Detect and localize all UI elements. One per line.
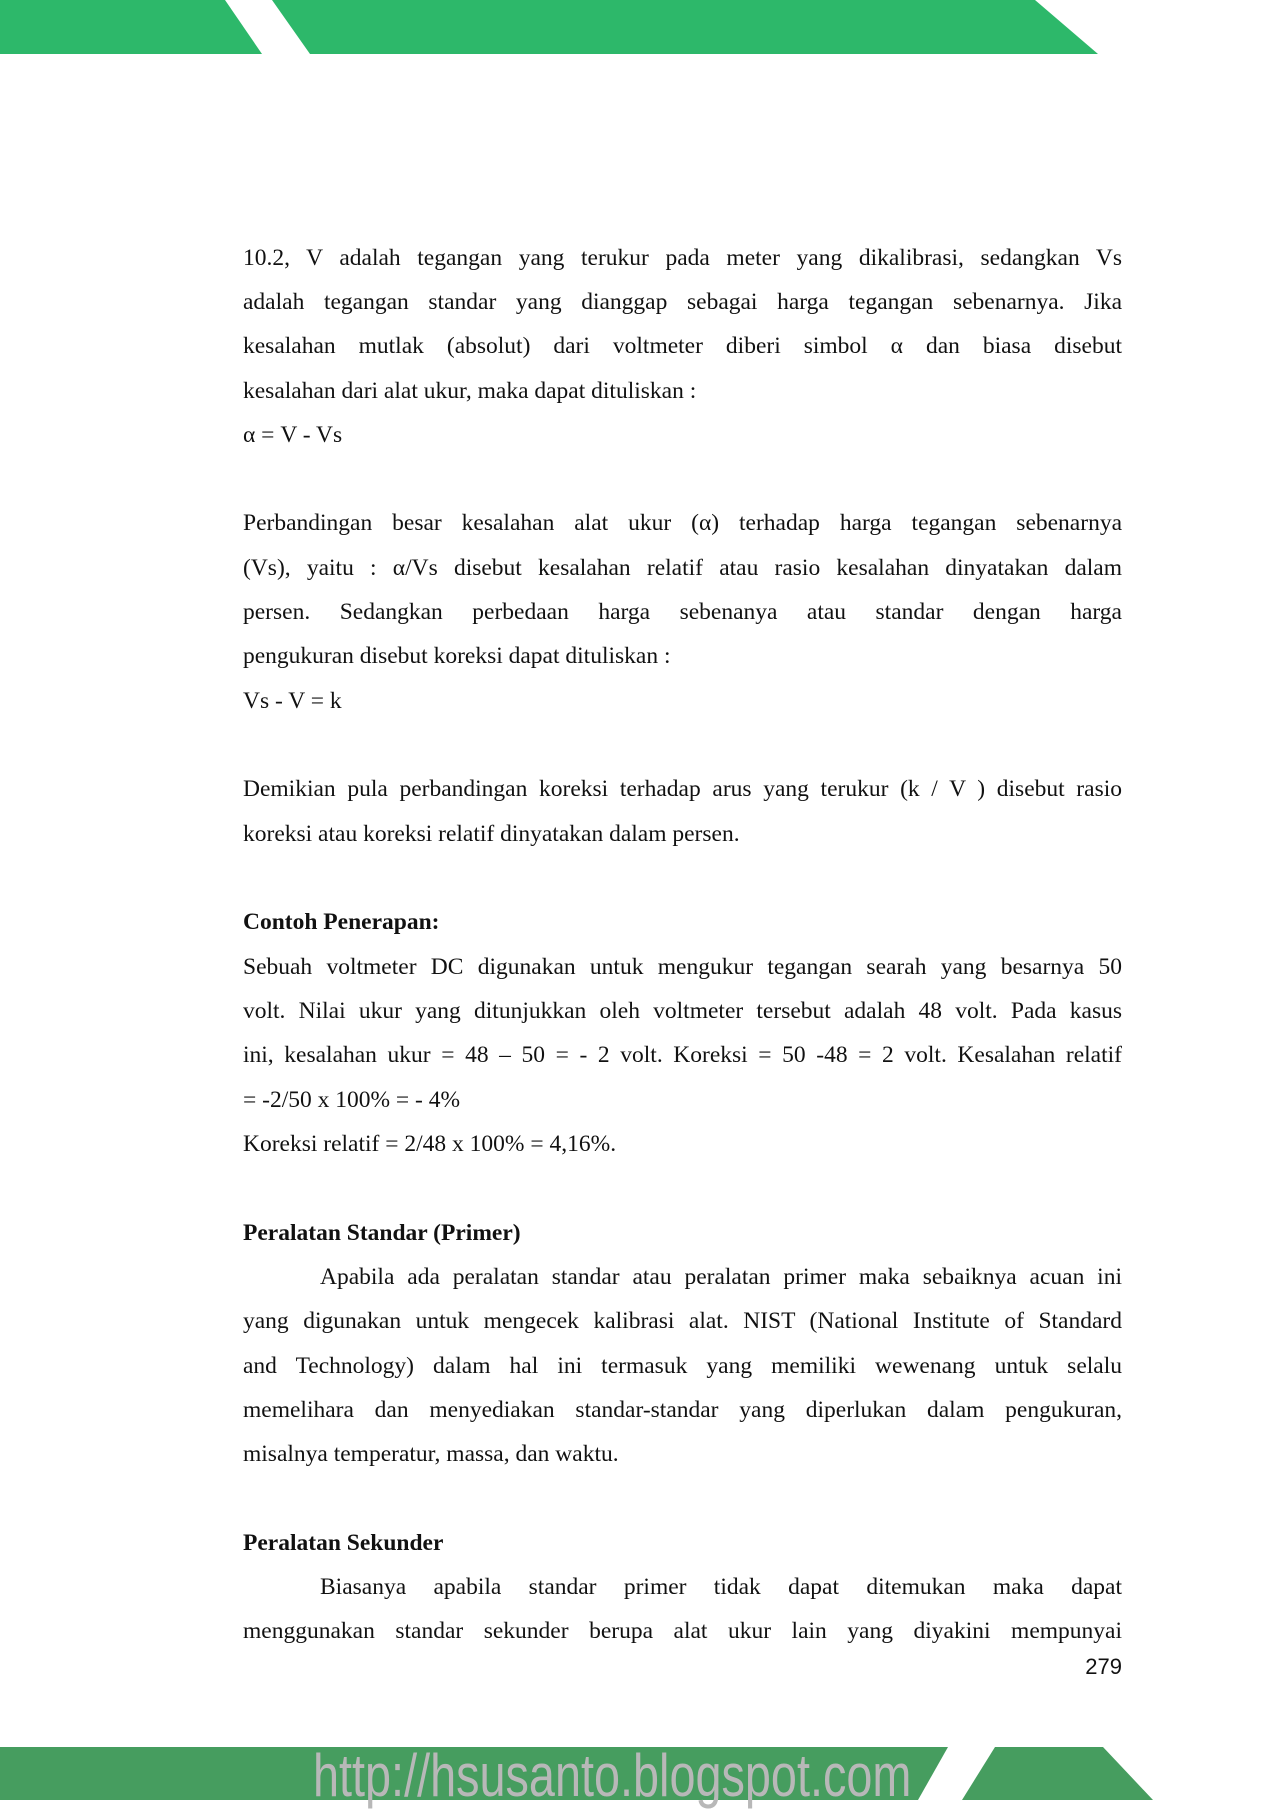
- formula-correction: Vs - V = k: [243, 688, 342, 714]
- paragraph-line: (Vs), yaitu : α/Vs disebut kesalahan relatif atau rasio kesalahan dinyatakan dalam: [243, 555, 1122, 581]
- section-heading-example: Contoh Penerapan:: [243, 909, 440, 935]
- paragraph-line: Sebuah voltmeter DC digunakan untuk mengukur tegangan searah yang besarnya 50: [243, 954, 1122, 980]
- formula-absolute-error: α = V - Vs: [243, 422, 343, 448]
- paragraph-line: menggunakan standar sekunder berupa alat ukur lain yang diyakini mempunyai: [243, 1618, 1122, 1644]
- paragraph-line: misalnya temperatur, massa, dan waktu.: [243, 1441, 619, 1467]
- paragraph-line: kesalahan dari alat ukur, maka dapat dituliskan :: [243, 378, 697, 404]
- paragraph-line: and Technology) dalam hal ini termasuk yang memiliki wewenang untuk selalu: [243, 1353, 1122, 1379]
- paragraph-line: Biasanya apabila standar primer tidak dapat ditemukan maka dapat: [320, 1574, 1122, 1600]
- paragraph-line: persen. Sedangkan perbedaan harga sebenanya atau standar dengan harga: [243, 599, 1122, 625]
- paragraph-line: kesalahan mutlak (absolut) dari voltmeter diberi simbol α dan biasa disebut: [243, 333, 1122, 359]
- paragraph-line: Perbandingan besar kesalahan alat ukur (α) terhadap harga tegangan sebenarnya: [243, 510, 1122, 536]
- page-number: 279: [1085, 1654, 1122, 1679]
- paragraph-line: ini, kesalahan ukur = 48 – 50 = - 2 volt. Koreksi = 50 -48 = 2 volt. Kesalahan relatif: [243, 1042, 1122, 1068]
- paragraph-line: adalah tegangan standar yang dianggap sebagai harga tegangan sebenarnya. Jika: [243, 289, 1122, 315]
- paragraph-line: pengukuran disebut koreksi dapat dituliskan :: [243, 643, 671, 669]
- watermark-url: http://hsusanto.blogspot.com: [313, 1742, 912, 1809]
- paragraph-line: volt. Nilai ukur yang ditunjukkan oleh voltmeter tersebut adalah 48 volt. Pada kasus: [243, 998, 1122, 1024]
- header-band-right-segment: [272, 0, 1098, 54]
- paragraph-line: yang digunakan untuk mengecek kalibrasi alat. NIST (National Institute of Standard: [243, 1308, 1122, 1334]
- header-decorative-band: [0, 0, 1272, 54]
- footer-band-right-segment: [962, 1747, 1153, 1800]
- paragraph-line: = -2/50 x 100% = - 4%: [243, 1087, 461, 1113]
- paragraph-line: Koreksi relatif = 2/48 x 100% = 4,16%.: [243, 1131, 617, 1157]
- paragraph-line: Apabila ada peralatan standar atau peralatan primer maka sebaiknya acuan ini: [320, 1264, 1122, 1290]
- paragraph-line: memelihara dan menyediakan standar-standar yang diperlukan dalam pengukuran,: [243, 1397, 1122, 1423]
- section-heading-secondary-standard: Peralatan Sekunder: [243, 1530, 444, 1556]
- paragraph-line: 10.2, V adalah tegangan yang terukur pada meter yang dikalibrasi, sedangkan Vs: [243, 245, 1122, 271]
- header-band-left-segment: [0, 0, 262, 54]
- paragraph-line: koreksi atau koreksi relatif dinyatakan dalam persen.: [243, 821, 740, 847]
- paragraph-line: Demikian pula perbandingan koreksi terhadap arus yang terukur (k / V ) disebut rasio: [243, 776, 1122, 802]
- section-heading-primary-standard: Peralatan Standar (Primer): [243, 1220, 521, 1246]
